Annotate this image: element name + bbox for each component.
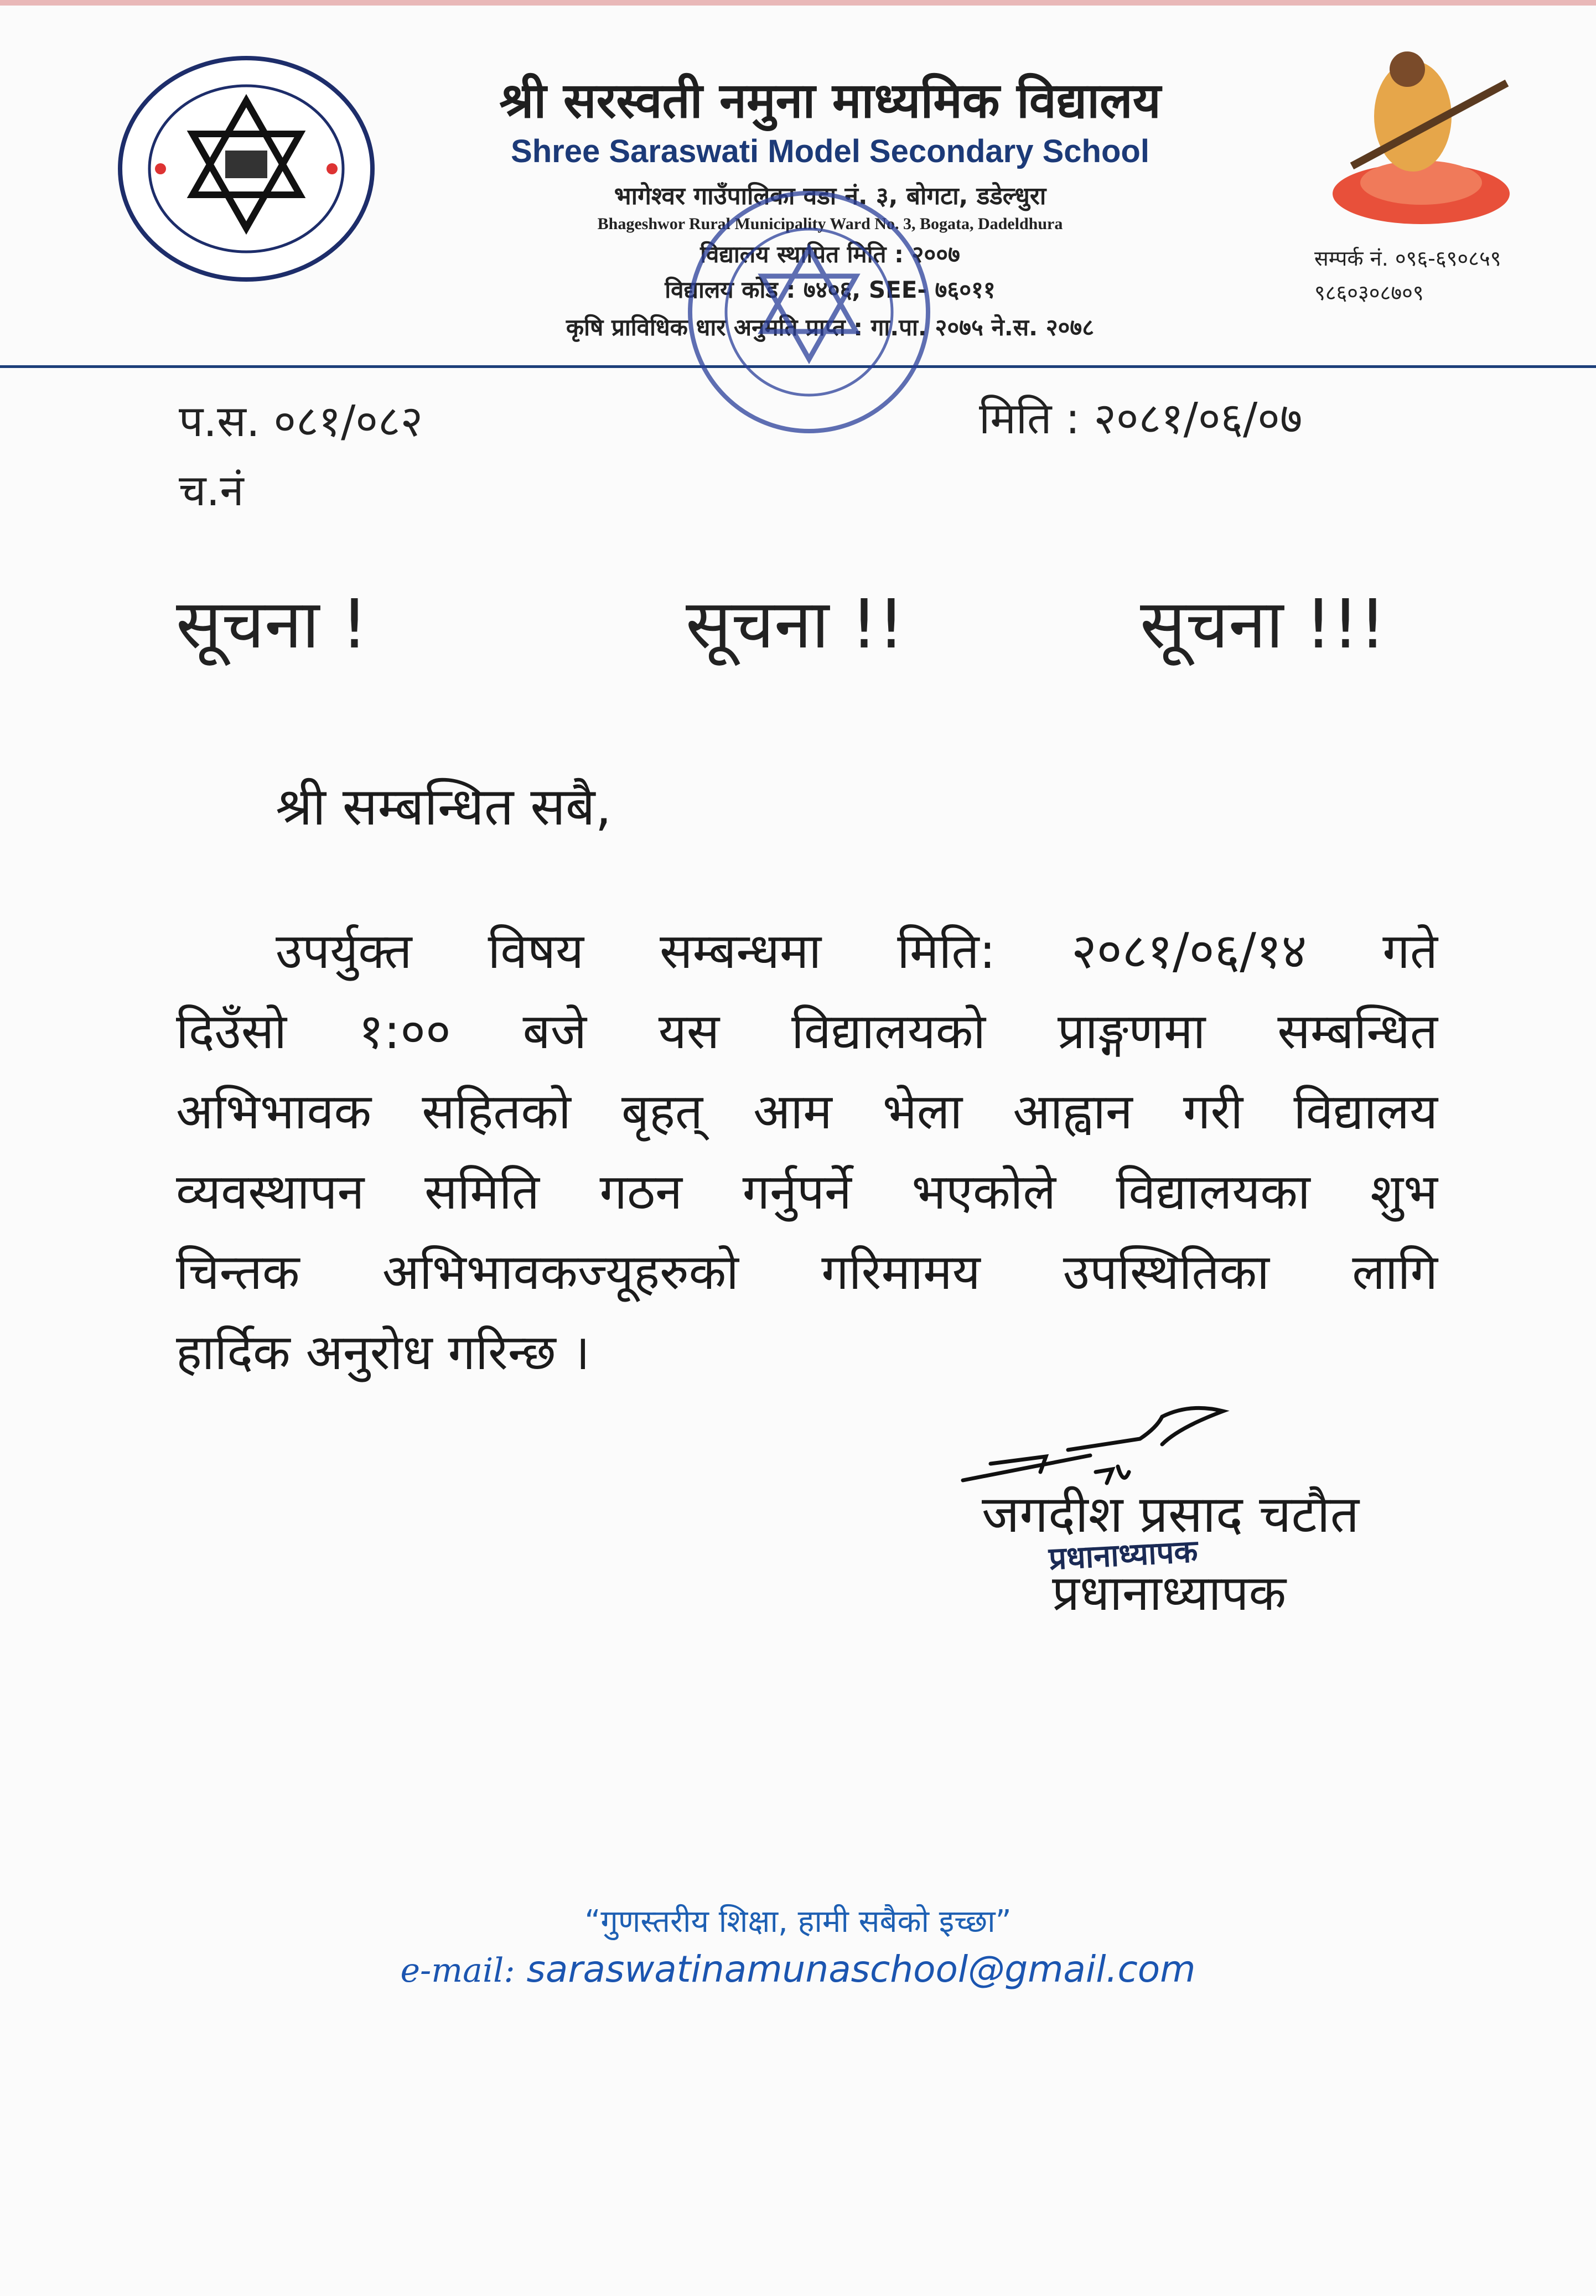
email-label: e-mail: xyxy=(400,1951,515,1990)
letter-date: मिति : २०८१/०६/०७ xyxy=(979,394,1303,444)
saraswati-image xyxy=(1319,44,1524,227)
dispatch-number: च.नं xyxy=(179,466,244,516)
school-stamp xyxy=(685,188,934,437)
contact-number: सम्पर्क नं. ०९६-६९०८५९ xyxy=(1314,246,1501,271)
established-date: विद्यालय स्थापित मिति : २००७ xyxy=(700,241,960,268)
notice-heading-3: सूचना !!! xyxy=(1140,585,1386,664)
body-line: व्यवस्थापन समिति गठन गर्नुपर्ने भएकोले विद्यालयका शुभ xyxy=(176,1163,1438,1220)
salutation: श्री सम्बन्धित सबै, xyxy=(276,777,612,837)
contact-mobile: ९८६०३०८७०९ xyxy=(1314,281,1424,305)
designation-stamp: प्रधानाध्यापक xyxy=(1048,1533,1199,1577)
signatory-name: जगदीश प्रसाद चटौत xyxy=(982,1485,1360,1544)
email-address[interactable]: saraswatinamunaschool@gmail.com xyxy=(526,1948,1196,1991)
top-edge xyxy=(0,0,1596,6)
agri-permit: कृषि प्राविधिक धार अनुमति प्राप्त : गा.पा. २०७५ ने.स. २०७८ xyxy=(566,314,1095,341)
school-motto: “गुणस्तरीय शिक्षा, हामी सबैको इच्छा” xyxy=(584,1904,1012,1940)
body-line: उपर्युक्त विषय सम्बन्धमा मिति: २०८१/०६/१४ गते xyxy=(276,922,1438,979)
address-english: Bhageshwor Rural Municipality Ward No. 3, Bogata, Dadeldhura xyxy=(597,215,1063,233)
reference-number: प.स. ०८१/०८२ xyxy=(179,397,423,447)
school-logo xyxy=(117,40,375,298)
school-name-english: Shree Saraswati Model Secondary School xyxy=(511,133,1149,169)
school-code: विद्यालय कोड : ७४०६, SEE- ७६०११ xyxy=(665,276,996,303)
body-line: हार्दिक अनुरोध गरिन्छ । xyxy=(176,1324,590,1381)
signatory-title: प्रधानाध्यापक xyxy=(1052,1564,1287,1621)
notice-heading-1: सूचना ! xyxy=(176,585,368,664)
email-line xyxy=(0,1948,1596,1991)
address-nepali: भागेश्वर गाउँपालिका वडा नं. ३, बोगटा, डडेल्धुरा xyxy=(614,182,1046,210)
body-line: दिउँसो १:०० बजे यस विद्यालयको प्राङ्गणमा सम्बन्धित xyxy=(176,1003,1438,1060)
school-name-nepali: श्री सरस्वती नमुना माध्यमिक विद्यालय xyxy=(499,72,1161,129)
body-line: अभिभावक सहितको बृहत् आम भेला आह्वान गरी विद्यालय xyxy=(176,1083,1438,1140)
notice-heading-2: सूचना !! xyxy=(686,585,905,664)
body-line: चिन्तक अभिभावकज्यूहरुको गरिमामय उपस्थितिका लागि xyxy=(176,1243,1438,1300)
